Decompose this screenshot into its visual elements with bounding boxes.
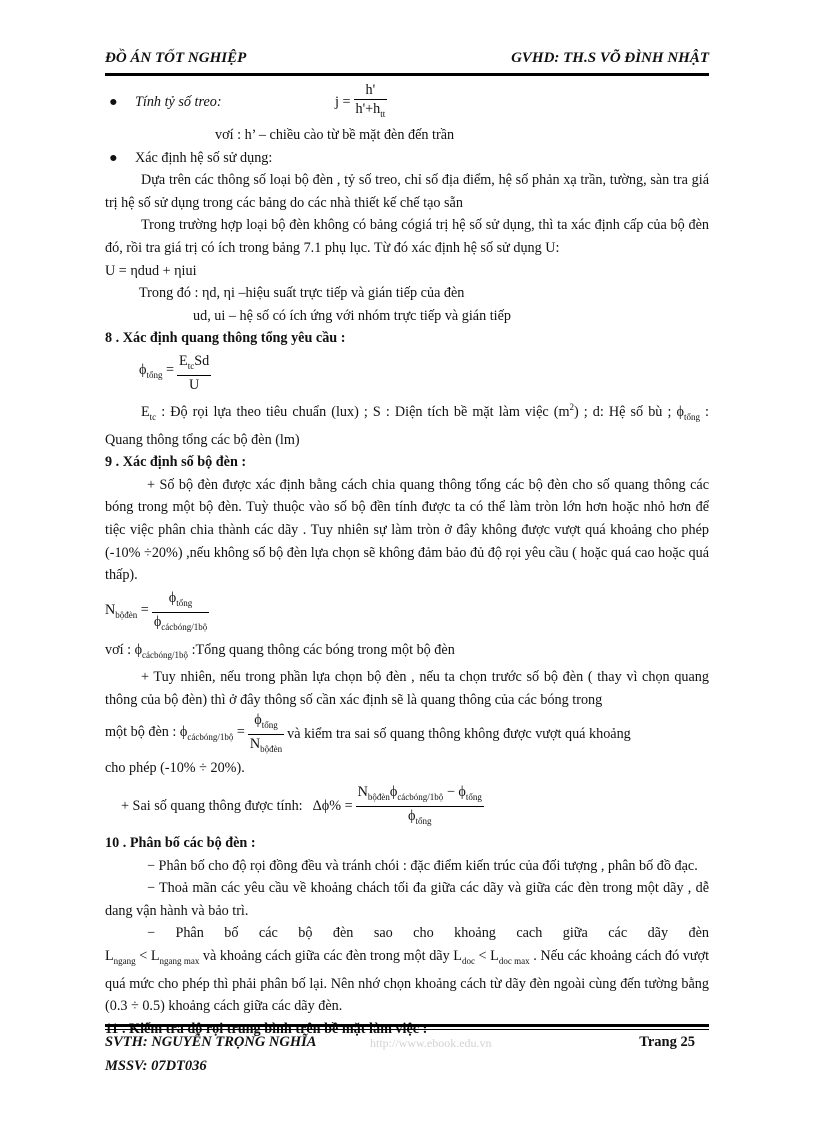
bullet-icon: ●	[109, 149, 118, 166]
hanging-ratio-row	[105, 80, 709, 124]
section-9-paragraph-2: + Tuy nhiên, nếu trong phần lựa chọn bộ đèn , nếu ta chọn trước số bộ đèn ( thay vì chọn quang thông của bộ đèn) thì ở đây thông số cần xác định sẽ là quang thông của các bóng trong	[105, 669, 709, 708]
hanging-ratio-numerator: h'	[365, 82, 376, 98]
footer-page-number: Trang 25	[639, 1034, 695, 1050]
footer-mssv: MSSV: 07DT036	[105, 1058, 207, 1074]
header-rule	[105, 73, 709, 76]
section-10-item-3a: − Phân bố các bộ đèn sao cho khoảng cach giữa các dãy đèn	[147, 925, 709, 942]
header-title: ĐỒ ÁN TỐT NGHIỆP	[105, 50, 247, 66]
utilization-heading: ● Xác định hệ số sử dụng:	[105, 147, 709, 170]
total-flux-description: $E_{tc}$ : Độ rọi lựa theo tiêu chuẩn (lux) ; S : Diện tích bề mặt làm việc $(m^2)$ ; d: Hệ số bù ; $\phi_{tổng}$ : Quang thông tổng các bộ đèn (lm)	[105, 401, 709, 448]
section-10-heading: 10 . Phân bố các bộ đèn :	[105, 835, 256, 852]
page-header	[105, 50, 709, 72]
section-10-item-2: − Thoả mãn các yêu cầu về khoảng chách tối đa giữa các dãy và giữa các đèn trong một dãy , dễ dang vận hành và bảo trì.	[105, 880, 709, 919]
utilization-where-2: ud, ui – hệ số có ích ứng với nhóm trực tiếp và gián tiếp	[193, 307, 511, 324]
page-footer	[105, 1034, 709, 1084]
hanging-ratio-lhs: j =	[335, 93, 351, 110]
footer-rule-thin	[105, 1029, 709, 1030]
utilization-where-1: Trong đó : ηd, ηi –hiệu suất trực tiếp và gián tiếp của đèn	[139, 285, 465, 302]
hanging-ratio-denominator: $h'+h_{tt}$	[354, 99, 388, 123]
header-advisor: GVHD: TH.S VÕ ĐÌNH NHẬT	[511, 50, 709, 66]
fixture-count-fraction: $\frac{\phi_{tổng}}{\phi_{cácbóng/1bộ}}$	[152, 589, 209, 636]
bullet-icon: ●	[109, 93, 118, 110]
hanging-ratio-fraction	[354, 81, 388, 123]
page-body	[105, 80, 709, 1040]
utilization-paragraph-1: Dựa trên các thông số loại bộ đèn , tỷ số treo, chỉ số địa điểm, hệ số phản xạ trần, tường, sàn tra giá trị hệ số sử dụng trong các bảng do các nhà thiết kế chế tạo sẵn	[105, 172, 709, 211]
footer-watermark: http://www.ebook.edu.vn	[370, 1036, 492, 1050]
bulb-flux-line: một bộ đèn : $\phi_{cácbóng/1bộ}$ = $\frac{\phi_{tổng}}{N_{bộđèn}}$ và kiểm tra sai số quang thông không được vượt quá khoảng	[105, 711, 709, 757]
hanging-ratio-label: Tính tỷ số treo:	[135, 93, 222, 110]
utilization-formula: U = ηdud + ηiui	[105, 262, 197, 279]
flux-error-fraction: $\frac{N_{bộđèn}\phi_{cácbóng/1bộ} - \phi_{tổng}}{\phi_{tổng}}$	[356, 783, 484, 830]
footer-student: SVTH: NGUYỄN TRỌNG NGHĨA	[105, 1034, 317, 1050]
section-10-item-1: − Phân bố cho độ rọi đồng đều và tránh chói : đặc điểm kiến trúc của đối tượng , phân bố đồ đạc.	[147, 857, 698, 874]
hanging-ratio-where: vơí : h’ – chiều cào từ bề mặt đèn đến trần	[215, 127, 455, 143]
total-flux-lhs: $\phi_{tổng}$ =	[139, 362, 175, 381]
section-9-range: cho phép (-10% ÷ 20%).	[105, 760, 245, 777]
total-flux-equation	[105, 350, 709, 396]
total-flux-fraction: $\frac{E_{tc}Sd}{U}$	[179, 352, 210, 393]
section-8-heading: 8 . Xác định quang thông tổng yêu cầu :	[105, 330, 346, 347]
section-10-item-3b: $L_{ngang} < L_{ngang max}$ và khoảng cách giữa các đèn trong một dãy $L_{doc} < L_{doc max}$ . Nếu các khoảng cách đó vượt quá mức cho phép thì phải phân bố lại. Nên nhớ chọn khoảng cách từ dãy đèn ngoài cùng đến tường bằng (0.3 ÷ 0.5) khoảng cách giữa các dãy đèn.	[105, 948, 710, 1015]
section-9-heading: 9 . Xác định số bộ đèn :	[105, 454, 247, 471]
fixture-count-equation: $N_{bộđèn}$ = $\frac{\phi_{tổng}}{\phi_{cácbóng/1bộ}}$	[105, 587, 709, 639]
utilization-paragraph-2: Trong trường hợp loại bộ đèn không có bảng cógiá trị hệ số sử dụng, thì ta xác định cấp của bộ đèn đó, rồi tra giá trị có ích trong bảng 7.1 phụ lục. Từ đó xác định hệ số sử dụng U:	[105, 217, 709, 256]
bulb-flux-fraction: $\frac{\phi_{tổng}}{N_{bộđèn}}$	[248, 711, 284, 758]
fixture-count-where: vơí : $\phi_{cácbóng/1bộ}$ :Tổng quang thông các bóng trong một bộ đèn	[105, 641, 455, 660]
flux-error-equation: + Sai số quang thông được tính: Δϕ% = $\frac{N_{bộđèn}\phi_{cácbóng/1bộ} - \phi_{tổng}}{\phi_{tổng}}$	[105, 780, 709, 832]
footer-rule-thick	[105, 1024, 709, 1027]
section-9-paragraph-1: + Số bộ đèn được xác định bằng cách chia quang thông tổng các bộ đèn cho số quang thông các bóng trong một bộ đèn. Tuỳ thuộc vào số bộ đền tính được ta có thể làm tròn lớn hơn hoặc nhỏ hơn để tiệc việc phân chia thành các dãy . Tuy nhiên sự làm tròn ở đây không được vượt quá khoảng cho phép (-10% ÷20%) ,nếu không số bộ đèn lựa chọn sẽ không đảm bảo đủ độ rọi yêu cầu ( hoặc quá cao hoặc quá thấp).	[105, 476, 709, 584]
